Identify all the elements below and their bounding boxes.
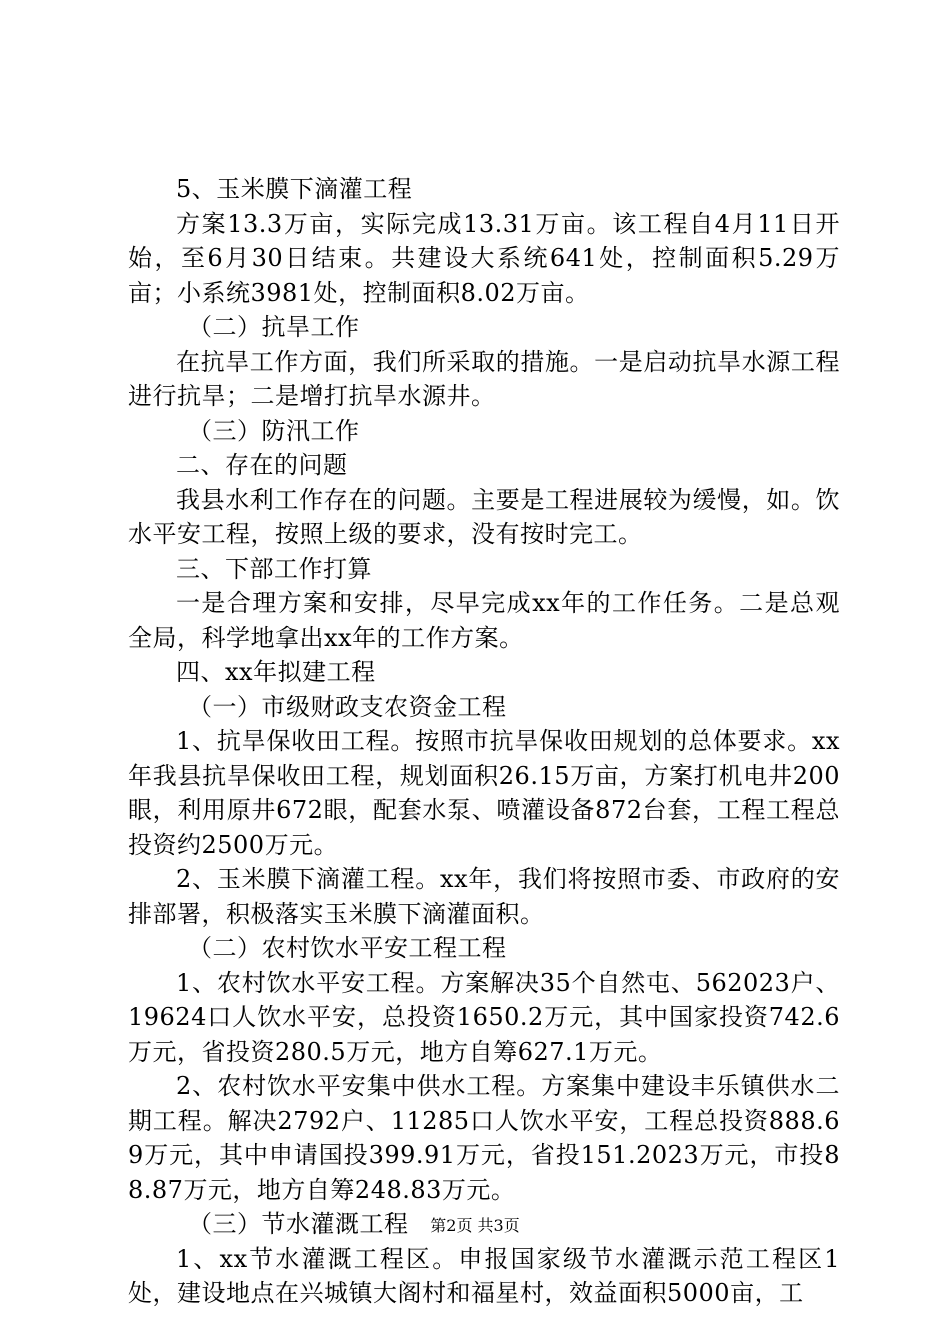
paragraph: 5、玉米膜下滴灌工程 xyxy=(176,175,413,203)
section-heading: （三）节水灌溉工程 xyxy=(188,1210,409,1238)
paragraph: 方案13.3万亩，实际完成13.31万亩。该工程自4月11日开始，至6月30日结束。共建设大系统641处，控制面积5.29万亩；小系统3981处，控制面积8.02万亩。 xyxy=(128,209,840,307)
paragraph: 1、xx节水灌溉工程区。申报国家级节水灌溉示范工程区1处，建设地点在兴城镇大阁村和福星村，效益面积5000亩，工 xyxy=(128,1244,840,1307)
section-heading: （三）防汛工作 xyxy=(188,416,360,445)
document-body xyxy=(128,172,840,1311)
paragraph: 2、农村饮水平安集中供水工程。方案集中建设丰乐镇供水二期工程。解决2792户、11285口人饮水平安，工程总投资888.69万元，其中申请国投399.91万元，省投151.2023万元，市投88.87万元，地方自筹248.83万元。 xyxy=(128,1072,840,1204)
page-footer xyxy=(0,1216,950,1236)
section-heading: 二、存在的问题 xyxy=(176,451,348,479)
paragraph: 1、抗旱保收田工程。按照市抗旱保收田规划的总体要求。xx年我县抗旱保收田工程，规划面积26.15万亩，方案打机电井200眼，利用原井672眼，配套水泵、喷灌设备872台套，工程工程总投资约2500万元。 xyxy=(128,727,840,859)
section-heading: （二）抗旱工作 xyxy=(188,313,360,341)
paragraph: 2、玉米膜下滴灌工程。xx年，我们将按照市委、市政府的安排部署，积极落实玉米膜下滴灌面积。 xyxy=(128,865,840,928)
paragraph: 我县水利工作存在的问题。主要是工程进展较为缓慢，如。饮水平安工程，按照上级的要求，没有按时完工。 xyxy=(128,485,840,548)
section-heading: 三、下部工作打算 xyxy=(176,554,372,583)
section-heading: （一）市级财政支农资金工程 xyxy=(188,692,507,721)
page-number-label: 第2页 共3页 xyxy=(430,1216,520,1235)
paragraph: 在抗旱工作方面，我们所采取的措施。一是启动抗旱水源工程进行抗旱；二是增打抗旱水源井。 xyxy=(128,347,840,410)
section-heading: 四、xx年拟建工程 xyxy=(176,658,376,686)
paragraph: 一是合理方案和安排，尽早完成xx年的工作任务。二是总观全局，科学地拿出xx年的工作方案。 xyxy=(128,589,840,652)
section-heading: （二）农村饮水平安工程工程 xyxy=(188,934,507,962)
paragraph: 1、农村饮水平安工程。方案解决35个自然屯、562023户、19624口人饮水平安，总投资1650.2万元，其中国家投资742.6万元，省投资280.5万元，地方自筹627.1万元。 xyxy=(128,968,840,1066)
